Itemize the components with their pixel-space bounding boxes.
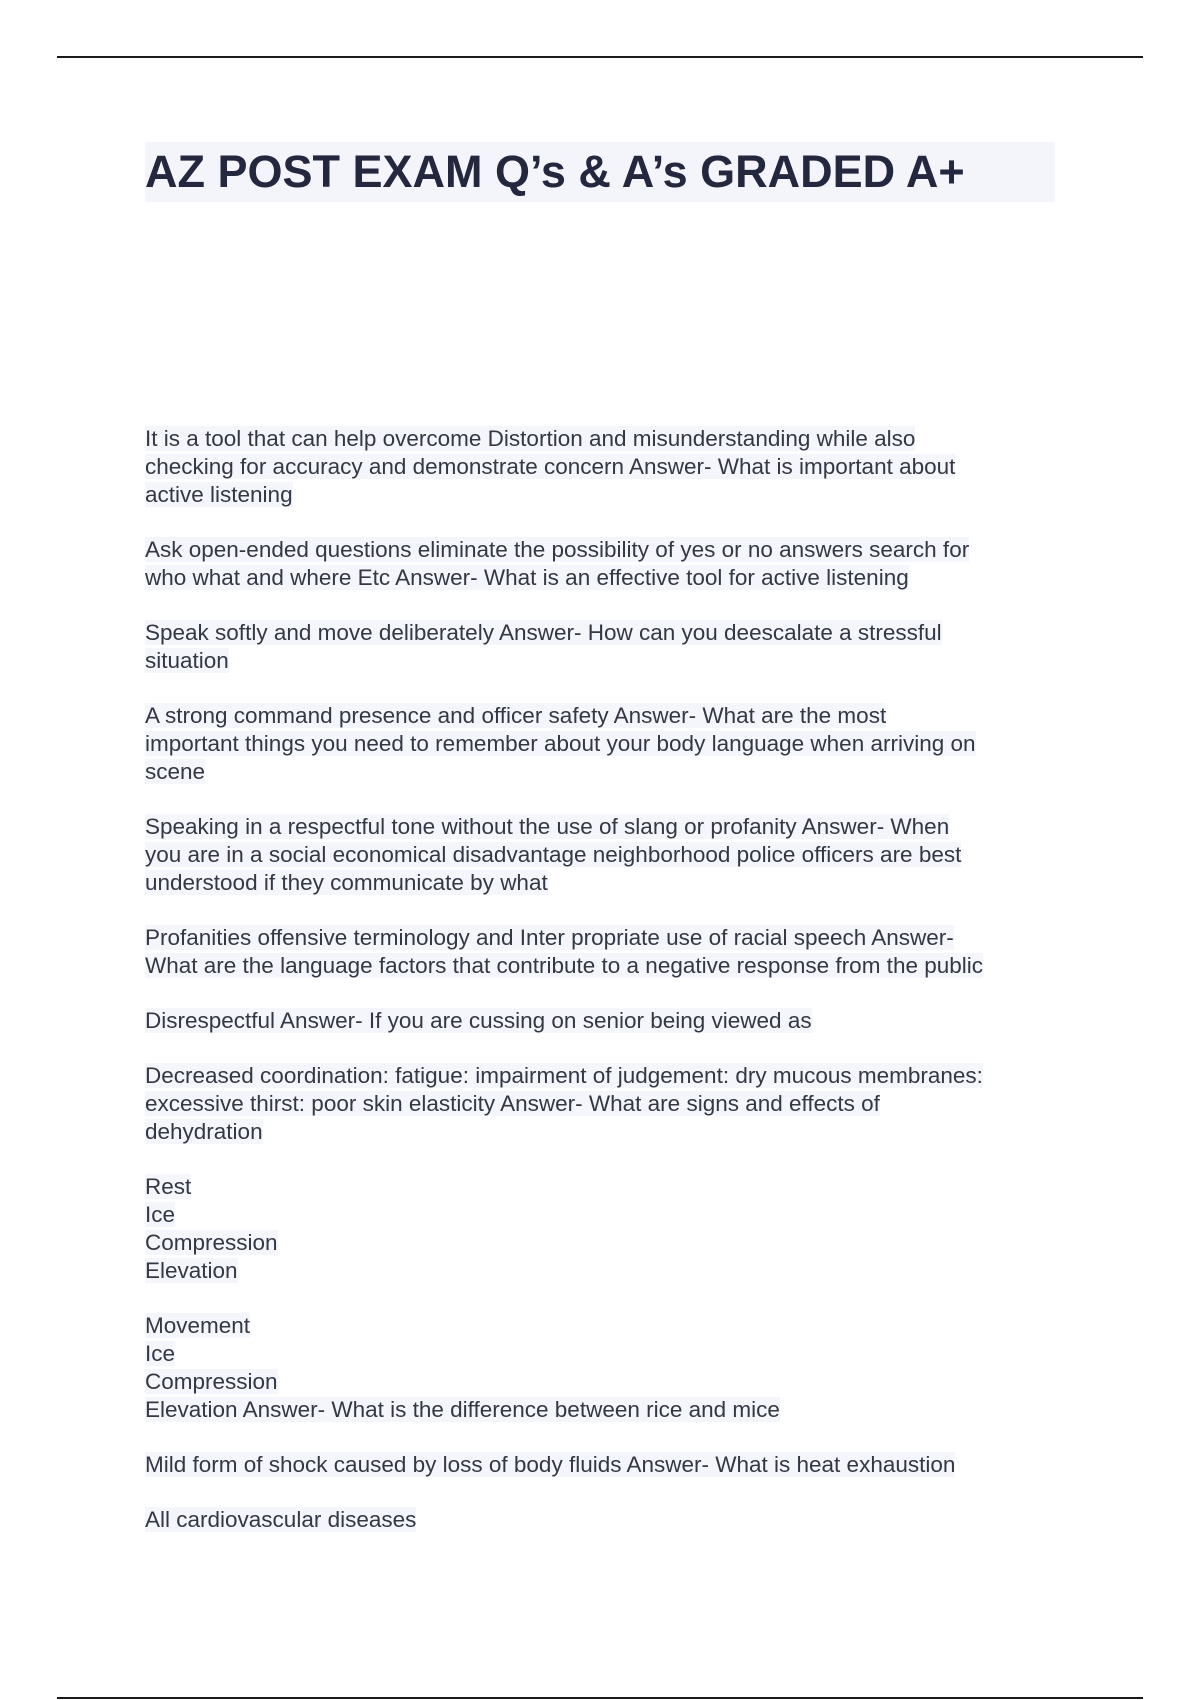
qa-entry-line-text: Disrespectful Answer- If you are cussing on senior being viewed as [145, 1008, 812, 1033]
qa-entry-line [145, 702, 1055, 730]
qa-entry-line [145, 1007, 1055, 1035]
qa-entry-line [145, 1201, 1055, 1229]
qa-entry-line-text: It is a tool that can help overcome Distortion and misunderstanding while also [145, 426, 916, 451]
bottom-rule [57, 1697, 1143, 1699]
qa-entry-line-text: Compression [145, 1230, 278, 1255]
qa-entry-line [145, 564, 1055, 592]
qa-entry-line-text: All cardiovascular diseases [145, 1507, 417, 1532]
qa-entry-line-text: Speaking in a respectful tone without the use of slang or profanity Answer- When [145, 814, 950, 839]
qa-entry-line-text: dehydration [145, 1119, 263, 1144]
qa-entry [145, 813, 1055, 897]
qa-entry-line-text: Compression [145, 1369, 278, 1394]
qa-entry [145, 702, 1055, 786]
top-rule [57, 56, 1143, 58]
qa-entry-line [145, 1062, 1055, 1090]
qa-list [145, 425, 1055, 1561]
qa-entry-line-text: who what and where Etc Answer- What is an effective tool for active listening [145, 565, 909, 590]
qa-entry [145, 1007, 1055, 1035]
qa-entry-line [145, 1312, 1055, 1340]
qa-entry-line [145, 1173, 1055, 1201]
qa-entry-line-text: Elevation Answer- What is the difference between rice and mice [145, 1397, 780, 1422]
qa-entry-line-text: important things you need to remember about your body language when arriving on [145, 731, 976, 756]
qa-entry-line-text: Speak softly and move deliberately Answer- How can you deescalate a stressful [145, 620, 942, 645]
qa-entry [145, 1062, 1055, 1146]
qa-entry-line-text: Decreased coordination: fatigue: impairment of judgement: dry mucous membranes: [145, 1063, 983, 1088]
qa-entry-line [145, 1506, 1055, 1534]
qa-entry-line-text: A strong command presence and officer safety Answer- What are the most [145, 703, 887, 728]
qa-entry-line [145, 536, 1055, 564]
qa-entry-line-text: Ask open-ended questions eliminate the possibility of yes or no answers search for [145, 537, 970, 562]
qa-entry-line-text: checking for accuracy and demonstrate concern Answer- What is important about [145, 454, 956, 479]
qa-entry-line [145, 1396, 1055, 1424]
qa-entry-line [145, 1118, 1055, 1146]
document-title: AZ POST EXAM Q’s & A’s GRADED A+ [145, 142, 1055, 202]
qa-entry-line-text: Elevation [145, 1258, 238, 1283]
qa-entry-line-text: understood if they communicate by what [145, 870, 548, 895]
qa-entry [145, 1173, 1055, 1285]
qa-entry-line [145, 1090, 1055, 1118]
qa-entry-line [145, 1257, 1055, 1285]
qa-entry-line-text: active listening [145, 482, 293, 507]
qa-entry-line-text: Profanities offensive terminology and Inter propriate use of racial speech Answer- [145, 925, 954, 950]
qa-entry [145, 1451, 1055, 1479]
qa-entry [145, 924, 1055, 980]
qa-entry-line-text: What are the language factors that contribute to a negative response from the public [145, 953, 984, 978]
qa-entry-line-text: Ice [145, 1202, 176, 1227]
qa-entry-line-text: Rest [145, 1174, 192, 1199]
qa-entry-line [145, 730, 1055, 758]
qa-entry-line [145, 758, 1055, 786]
qa-entry-line-text: scene [145, 759, 206, 784]
qa-entry-line-text: excessive thirst: poor skin elasticity Answer- What are signs and effects of [145, 1091, 880, 1116]
qa-entry [145, 425, 1055, 509]
qa-entry-line [145, 453, 1055, 481]
qa-entry-line-text: you are in a social economical disadvantage neighborhood police officers are best [145, 842, 962, 867]
qa-entry [145, 619, 1055, 675]
qa-entry-line [145, 869, 1055, 897]
qa-entry-line [145, 841, 1055, 869]
qa-entry-line [145, 647, 1055, 675]
qa-entry-line [145, 1229, 1055, 1257]
qa-entry-line [145, 924, 1055, 952]
qa-entry [145, 536, 1055, 592]
qa-entry [145, 1312, 1055, 1424]
qa-entry-line [145, 813, 1055, 841]
qa-entry-line-text: situation [145, 648, 229, 673]
qa-entry-line-text: Ice [145, 1341, 176, 1366]
qa-entry-line-text: Mild form of shock caused by loss of body fluids Answer- What is heat exhaustion [145, 1452, 956, 1477]
qa-entry [145, 1506, 1055, 1534]
qa-entry-line-text: Movement [145, 1313, 251, 1338]
qa-entry-line [145, 1451, 1055, 1479]
qa-entry-line [145, 425, 1055, 453]
qa-entry-line [145, 481, 1055, 509]
qa-entry-line [145, 619, 1055, 647]
qa-entry-line [145, 1368, 1055, 1396]
qa-entry-line [145, 1340, 1055, 1368]
qa-entry-line [145, 952, 1055, 980]
